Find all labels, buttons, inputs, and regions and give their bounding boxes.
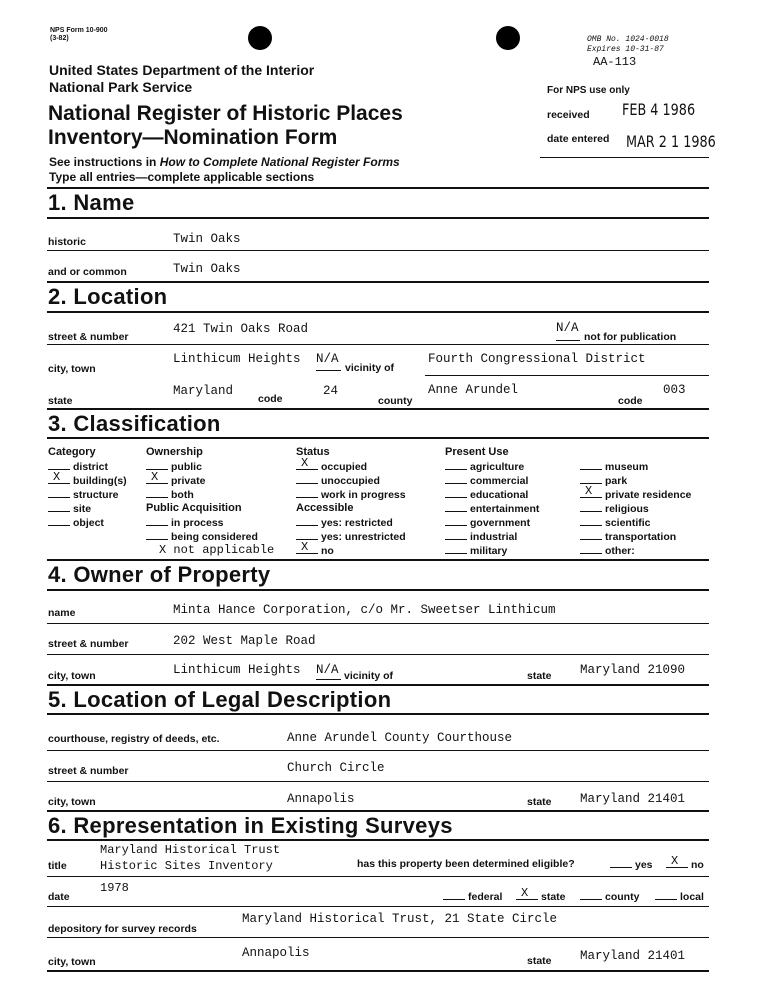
survey-title-line2: Historic Sites Inventory (100, 859, 273, 873)
checkbox-label: yes: unrestricted (321, 531, 406, 543)
section-1-heading: 1. Name (48, 190, 135, 215)
checkbox-label: being considered (171, 531, 258, 543)
survey-date: 1978 (100, 881, 129, 895)
checkbox-object[interactable] (48, 516, 104, 529)
checkbox-educational[interactable] (445, 488, 528, 501)
checkbox-yes-restricted[interactable] (296, 516, 393, 529)
rule (47, 559, 709, 561)
check-blank (580, 502, 602, 512)
depository-city: Annapolis (242, 946, 310, 960)
check-blank (445, 544, 467, 554)
checkbox-entertainment[interactable] (445, 502, 539, 515)
checkbox-occupied[interactable] (296, 460, 367, 473)
category-heading: Category (48, 446, 96, 458)
check-mark (580, 488, 602, 498)
rule (47, 876, 709, 877)
owner-city: Linthicum Heights (173, 663, 301, 677)
rule (47, 839, 709, 841)
received-label: received (547, 109, 590, 121)
checkbox-military[interactable] (445, 544, 507, 557)
checkbox-label: educational (470, 489, 529, 501)
checkbox-county[interactable] (580, 890, 639, 903)
checkbox-label: occupied (321, 461, 368, 473)
checkbox-label: museum (605, 461, 649, 473)
rule (47, 281, 709, 283)
checkbox-industrial[interactable] (445, 530, 517, 543)
nps-box-line (540, 157, 709, 158)
checkbox-label: site (73, 503, 92, 515)
legal-city: Annapolis (287, 792, 355, 806)
historic-name: Twin Oaks (173, 232, 241, 246)
check-blank (580, 544, 602, 554)
county-value: Anne Arundel (428, 383, 519, 397)
checkbox-label: work in progress (321, 489, 406, 501)
check-blank (48, 488, 70, 498)
county-label: county (378, 395, 413, 407)
legal-street-label: street & number (48, 765, 129, 777)
check-blank (445, 488, 467, 498)
checkbox-yes-unrestricted[interactable] (296, 530, 406, 543)
checkbox-other[interactable] (580, 544, 635, 557)
date-entered-label: date entered (547, 133, 610, 145)
section-5-heading: 5. Location of Legal Description (48, 687, 392, 712)
instructions-line1 (49, 155, 400, 169)
state-code-label: code (258, 393, 283, 405)
check-blank (296, 488, 318, 498)
checkbox-site[interactable] (48, 502, 91, 515)
checkbox-label: district (73, 461, 109, 473)
nps-use-label: For NPS use only (547, 85, 630, 96)
check-blank (445, 460, 467, 470)
checkbox-label: scientific (605, 517, 651, 529)
owner-name: Minta Hance Corporation, c/o Mr. Sweetser Linthicum (173, 603, 556, 617)
checkbox-label: state (541, 891, 566, 903)
check-blank (445, 474, 467, 484)
section-2-heading: 2. Location (48, 284, 168, 309)
checkbox-state[interactable] (516, 890, 566, 903)
checkbox-federal[interactable] (443, 890, 502, 903)
street-number-label: street & number (48, 331, 129, 343)
legal-state: Maryland 21401 (580, 792, 686, 806)
checkbox-label: both (171, 489, 194, 501)
legal-state-label: state (527, 796, 552, 808)
common-name: Twin Oaks (173, 262, 241, 276)
checkbox-label: in process (171, 517, 224, 529)
check-blank (146, 530, 168, 540)
rule (47, 713, 709, 715)
owner-street: 202 West Maple Road (173, 634, 316, 648)
checkbox-label: private (171, 475, 206, 487)
check-blank (146, 488, 168, 498)
check-mark (296, 544, 318, 554)
checkbox-label: object (73, 517, 104, 529)
checkbox-unoccupied[interactable] (296, 474, 380, 487)
eligible-question: has this property been determined eligible? (357, 858, 575, 870)
checkbox-transportation[interactable] (580, 530, 676, 543)
checkbox-label: yes: restricted (321, 517, 393, 529)
rule (47, 684, 709, 686)
owner-name-label: name (48, 607, 76, 619)
legal-street: Church Circle (287, 761, 385, 775)
check-blank (610, 858, 632, 868)
received-stamp: FEB 4 1986 (622, 100, 696, 119)
rule (47, 970, 709, 972)
ownership-heading: Ownership (146, 446, 203, 458)
rule (47, 217, 709, 219)
check-blank (580, 530, 602, 540)
check-blank (445, 502, 467, 512)
checkbox-label: local (680, 891, 704, 903)
depository-state: Maryland 21401 (580, 949, 686, 963)
instructions-prefix: See instructions in (49, 155, 160, 169)
checkbox-local[interactable] (655, 890, 704, 903)
form-revision: (3-82) (50, 35, 69, 42)
checkbox-label: park (605, 475, 628, 487)
check-blank (655, 890, 677, 900)
city-town-label: city, town (48, 363, 96, 375)
punch-hole-left (248, 26, 272, 50)
not-for-publication-blank (556, 340, 580, 341)
checkbox-religious[interactable] (580, 502, 649, 515)
checkbox-label: military (470, 545, 508, 557)
not-for-publication-label: not for publication (584, 331, 677, 343)
check-blank (48, 516, 70, 526)
survey-title-line1: Maryland Historical Trust (100, 843, 281, 857)
present-use-heading: Present Use (445, 446, 509, 458)
checkbox-label: no (321, 545, 334, 557)
checkbox-label: government (470, 517, 531, 529)
checkbox-being-considered[interactable] (146, 530, 258, 543)
checkbox-both[interactable] (146, 488, 194, 501)
rule (47, 810, 709, 812)
department-name: United States Department of the Interior (49, 62, 315, 78)
checkbox-label: no (691, 859, 704, 871)
courthouse-value: Anne Arundel County Courthouse (287, 731, 513, 745)
check-blank (580, 474, 602, 484)
checkbox-label: commercial (470, 475, 529, 487)
checkbox-label: industrial (470, 531, 518, 543)
rule (47, 437, 709, 439)
section-4-heading: 4. Owner of Property (48, 562, 271, 587)
checkbox-label: public (171, 461, 202, 473)
check-mark (146, 474, 168, 484)
check-blank (296, 530, 318, 540)
check-blank (580, 516, 602, 526)
checkbox-commercial[interactable] (445, 474, 528, 487)
form-title-line1: National Register of Historic Places (48, 102, 403, 125)
checkbox-label: federal (468, 891, 503, 903)
checkbox-label: agriculture (470, 461, 525, 473)
check-mark (296, 460, 318, 470)
checkbox-buildings[interactable] (48, 474, 127, 487)
rule (47, 781, 709, 782)
check-blank (580, 890, 602, 900)
check-blank (146, 460, 168, 470)
checkbox-structure[interactable] (48, 488, 119, 501)
accessible-heading: Accessible (296, 502, 354, 514)
form-title-line2: Inventory—Nomination Form (48, 126, 338, 149)
checkbox-scientific[interactable] (580, 516, 651, 529)
street-address: 421 Twin Oaks Road (173, 322, 309, 336)
checkbox-agriculture[interactable] (445, 460, 524, 473)
checkbox-label: building(s) (73, 475, 127, 487)
checkbox-label: religious (605, 503, 649, 515)
expires-date: Expires 10-31-87 (587, 45, 664, 54)
owner-vicinity-blank (316, 679, 341, 680)
check-blank (48, 460, 70, 470)
owner-street-label: street & number (48, 638, 129, 650)
courthouse-label: courthouse, registry of deeds, etc. (48, 733, 220, 745)
owner-vicinity-value: N/A (316, 663, 339, 677)
instructions-line2: Type all entries—complete applicable sections (49, 170, 315, 184)
rule (425, 375, 709, 376)
checkbox-label: entertainment (470, 503, 540, 515)
date-entered-stamp: MAR 2 1 1986 (626, 132, 716, 151)
depository-label: depository for survey records (48, 923, 197, 935)
rule (47, 589, 709, 591)
section-6-heading: 6. Representation in Existing Surveys (48, 813, 453, 838)
aa-number: AA-113 (593, 55, 637, 69)
state-label: state (48, 395, 73, 407)
check-blank (443, 890, 465, 900)
status-heading: Status (296, 446, 330, 458)
rule (47, 311, 709, 313)
congressional-district: Fourth Congressional District (428, 352, 646, 366)
rule (47, 623, 709, 624)
vicinity-value: N/A (316, 352, 339, 366)
check-mark (516, 890, 538, 900)
county-code-label: code (618, 395, 643, 407)
check-mark (666, 858, 688, 868)
city-town: Linthicum Heights (173, 352, 301, 366)
survey-date-label: date (48, 891, 70, 903)
check-blank (296, 516, 318, 526)
checkbox-government[interactable] (445, 516, 530, 529)
owner-vicinity-label: vicinity of (344, 670, 394, 682)
state-code: 24 (323, 384, 339, 398)
instructions-guide-title: How to Complete National Register Forms (159, 155, 400, 169)
checkbox-label: unoccupied (321, 475, 380, 487)
section-3-heading: 3. Classification (48, 411, 221, 436)
checkbox-label: county (605, 891, 640, 903)
rule (47, 937, 709, 938)
omb-number: OMB No. 1024-0018 (587, 35, 669, 44)
punch-hole-right (496, 26, 520, 50)
public-acquisition-heading: Public Acquisition (146, 502, 242, 514)
survey-title-label: title (48, 860, 67, 872)
check-blank (296, 474, 318, 484)
historic-label: historic (48, 236, 86, 248)
common-name-label: and or common (48, 266, 127, 278)
checkbox-private-residence[interactable] (580, 488, 691, 501)
depository-value: Maryland Historical Trust, 21 State Circle (242, 912, 558, 926)
rule (47, 906, 709, 907)
vicinity-blank (316, 370, 341, 371)
checkbox-eligible-no[interactable] (666, 858, 704, 871)
legal-city-label: city, town (48, 796, 96, 808)
rule (47, 187, 709, 189)
checkbox-eligible-yes[interactable] (610, 858, 653, 871)
depository-state-label: state (527, 955, 552, 967)
state-value: Maryland (173, 384, 234, 398)
rule (47, 344, 709, 345)
checkbox-label: private residence (605, 489, 692, 501)
check-mark (48, 474, 70, 484)
check-blank (146, 516, 168, 526)
owner-city-label: city, town (48, 670, 96, 682)
checkbox-label: transportation (605, 531, 677, 543)
rule (47, 750, 709, 751)
owner-state: Maryland 21090 (580, 663, 686, 677)
check-blank (48, 502, 70, 512)
rule (47, 654, 709, 655)
depository-city-label: city, town (48, 956, 96, 968)
checkbox-museum[interactable] (580, 460, 648, 473)
service-name: National Park Service (49, 79, 193, 95)
form-number: NPS Form 10-900 (50, 27, 108, 34)
check-blank (580, 460, 602, 470)
vicinity-label: vicinity of (345, 362, 395, 374)
rule (47, 250, 709, 251)
checkbox-label: structure (73, 489, 119, 501)
checkbox-label: yes (635, 859, 653, 871)
not-applicable-entry: X not applicable (159, 543, 275, 557)
checkbox-label: other: (605, 545, 635, 557)
checkbox-private[interactable] (146, 474, 205, 487)
rule (47, 408, 709, 410)
checkbox-no[interactable] (296, 544, 334, 557)
not-for-publication-value: N/A (556, 321, 579, 335)
check-blank (445, 530, 467, 540)
owner-state-label: state (527, 670, 552, 682)
checkbox-work-in-progress[interactable] (296, 488, 406, 501)
checkbox-in-process[interactable] (146, 516, 224, 529)
check-blank (445, 516, 467, 526)
county-code: 003 (663, 383, 686, 397)
